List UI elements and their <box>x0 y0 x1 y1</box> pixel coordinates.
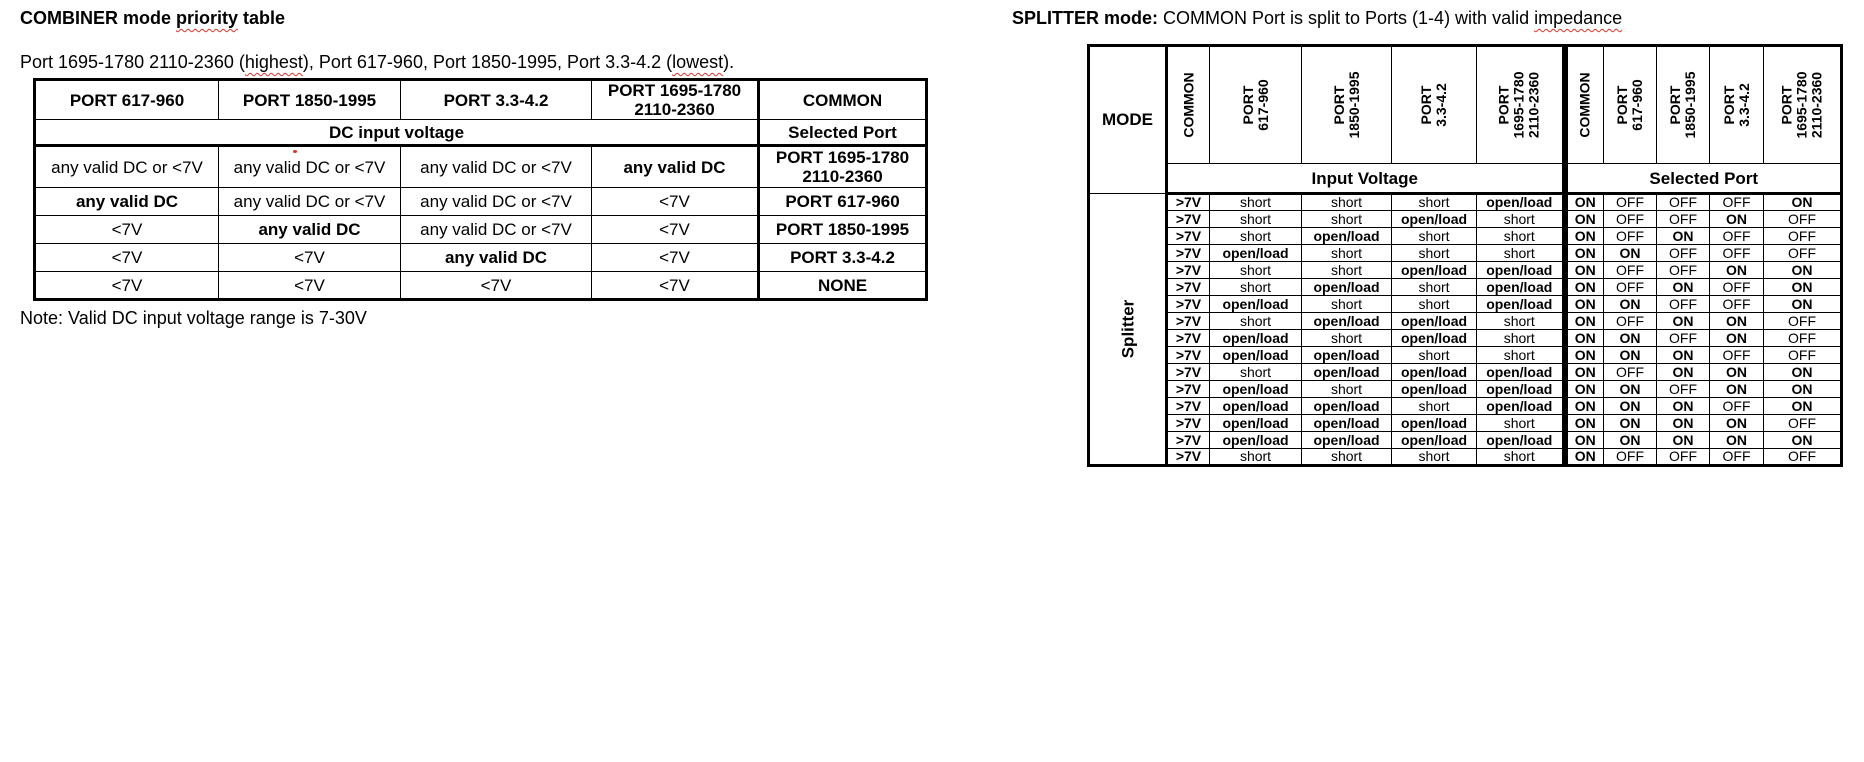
rotated-column-header <box>1565 46 1604 164</box>
text-segment: Port 1695-1780 2110-2360 ( <box>20 52 245 72</box>
input-voltage-cell: any valid DC <box>592 146 759 188</box>
selected-port-cell: ON <box>1657 228 1710 245</box>
input-voltage-cell: open/load <box>1302 279 1392 296</box>
input-voltage-cell: short <box>1210 262 1302 279</box>
selected-port-cell: ON <box>1565 262 1604 279</box>
input-voltage-cell: any valid DC <box>35 188 219 216</box>
header-line: PORT <box>1239 85 1256 125</box>
selected-port-cell: OFF <box>1604 449 1657 466</box>
input-voltage-cell: open/load <box>1477 364 1565 381</box>
selected-port-cell: NONE <box>759 272 927 300</box>
selected-port-cell: OFF <box>1604 211 1657 228</box>
header-line: 3.3-4.2 <box>1433 83 1449 127</box>
selected-port-cell: ON <box>1565 364 1604 381</box>
selected-port-cell: ON <box>1710 211 1764 228</box>
text-segment: ), Port 617-960, Port 1850-1995, Port 3.3-4.2 ( <box>302 52 673 72</box>
input-voltage-cell: open/load <box>1392 211 1477 228</box>
spellcheck-dot <box>293 150 297 153</box>
selected-port-cell: OFF <box>1657 245 1710 262</box>
selected-port-cell: ON <box>1710 364 1764 381</box>
table-row <box>35 188 927 216</box>
header-line: COMMON <box>1576 72 1593 138</box>
selected-port-cell: ON <box>1565 313 1604 330</box>
common-input-cell: >7V <box>1167 211 1210 228</box>
input-voltage-cell: open/load <box>1477 381 1565 398</box>
input-voltage-cell: short <box>1392 228 1477 245</box>
selected-port-cell: OFF <box>1710 279 1764 296</box>
table-row <box>1089 415 1842 432</box>
input-voltage-cell: short <box>1210 279 1302 296</box>
input-voltage-cell: open/load <box>1392 330 1477 347</box>
header-line: 3.3-4.2 <box>1735 83 1752 127</box>
rotated-column-header <box>1657 46 1710 164</box>
table-row <box>1089 398 1842 415</box>
selected-port-cell: OFF <box>1657 330 1710 347</box>
input-voltage-cell: short <box>1302 194 1392 211</box>
header-line: PORT <box>1495 85 1512 125</box>
column-header: PORT 1850-1995 <box>219 80 401 120</box>
input-voltage-cell: open/load <box>1210 245 1302 262</box>
combiner-note: Note: Valid DC input voltage range is 7-30V <box>20 308 367 328</box>
input-voltage-cell: open/load <box>1477 262 1565 279</box>
rotated-header-text <box>1780 72 1825 139</box>
header-line: 1850-1995 <box>1682 71 1698 139</box>
rotated-header-text <box>1332 72 1362 139</box>
selected-port-cell: OFF <box>1764 415 1842 432</box>
rotated-header-text <box>1668 72 1698 139</box>
rotated-column-header <box>1764 46 1842 164</box>
input-voltage-cell: short <box>1210 313 1302 330</box>
selected-port-cell: OFF <box>1764 347 1842 364</box>
table-row <box>1089 296 1842 313</box>
common-input-cell: >7V <box>1167 330 1210 347</box>
selected-port-cell: ON <box>1565 432 1604 449</box>
selected-port-cell: OFF <box>1604 313 1657 330</box>
common-input-cell: >7V <box>1167 245 1210 262</box>
header-line: 617-960 <box>1254 79 1271 131</box>
table-row <box>1089 279 1842 296</box>
column-header: PORT 1695-1780 2110-2360 <box>592 80 759 120</box>
selected-port-cell: ON <box>1764 262 1842 279</box>
input-voltage-cell: open/load <box>1210 330 1302 347</box>
selected-port-cell: ON <box>1710 313 1764 330</box>
input-voltage-cell: any valid DC or <7V <box>401 216 592 244</box>
selected-port-cell: ON <box>1657 432 1710 449</box>
header-line: 1695-1780 <box>1793 71 1810 139</box>
input-voltage-cell: <7V <box>35 272 219 300</box>
group-header-input: Input Voltage <box>1167 164 1565 194</box>
selected-port-cell: PORT 617-960 <box>759 188 927 216</box>
splitter-title <box>1012 8 1622 29</box>
input-voltage-cell: open/load <box>1477 194 1565 211</box>
input-voltage-cell: short <box>1392 449 1477 466</box>
input-voltage-cell: short <box>1302 296 1392 313</box>
rotated-column-header <box>1477 46 1565 164</box>
selected-port-cell: ON <box>1565 245 1604 262</box>
selected-port-cell: ON <box>1764 194 1842 211</box>
selected-port-cell: ON <box>1710 381 1764 398</box>
common-input-cell: >7V <box>1167 449 1210 466</box>
common-input-cell: >7V <box>1167 364 1210 381</box>
combiner-priority-subtitle <box>20 52 734 73</box>
splitter-table <box>1087 44 1843 467</box>
input-voltage-cell: open/load <box>1210 381 1302 398</box>
selected-port-cell: OFF <box>1604 194 1657 211</box>
input-voltage-cell: <7V <box>592 244 759 272</box>
selected-port-cell: OFF <box>1764 330 1842 347</box>
selected-port-cell: OFF <box>1657 381 1710 398</box>
selected-port-cell: PORT 1850-1995 <box>759 216 927 244</box>
header-row <box>1089 46 1842 164</box>
selected-port-cell: PORT 1695-1780 2110-2360 <box>759 146 927 188</box>
selected-port-cell: ON <box>1565 279 1604 296</box>
common-input-cell: >7V <box>1167 415 1210 432</box>
selected-port-cell: ON <box>1604 296 1657 313</box>
input-voltage-cell: short <box>1302 381 1392 398</box>
input-voltage-cell: any valid DC <box>219 216 401 244</box>
header-line: PORT <box>1418 85 1434 125</box>
input-voltage-cell: <7V <box>401 272 592 300</box>
selected-port-cell: ON <box>1764 398 1842 415</box>
group-header-row <box>1089 164 1842 194</box>
input-voltage-cell: any valid DC or <7V <box>219 188 401 216</box>
mode-column-header: MODE <box>1089 46 1167 194</box>
input-voltage-cell: short <box>1302 245 1392 262</box>
input-voltage-cell: short <box>1477 313 1565 330</box>
text-segment: COMBINER mode <box>20 8 177 28</box>
input-voltage-cell: short <box>1477 330 1565 347</box>
common-input-cell: >7V <box>1167 279 1210 296</box>
input-voltage-cell: open/load <box>1302 313 1392 330</box>
input-voltage-cell: short <box>1210 449 1302 466</box>
selected-port-cell: OFF <box>1710 228 1764 245</box>
rotated-header-text <box>1497 72 1542 139</box>
input-voltage-cell: <7V <box>35 244 219 272</box>
input-voltage-cell: short <box>1302 262 1392 279</box>
group-header-input: DC input voltage <box>35 120 759 146</box>
input-voltage-cell: short <box>1477 347 1565 364</box>
group-header-selected: Selected Port <box>759 120 927 146</box>
selected-port-cell: OFF <box>1710 347 1764 364</box>
header-line: PORT <box>1614 85 1630 125</box>
rotated-column-header <box>1167 46 1210 164</box>
input-voltage-cell: short <box>1477 228 1565 245</box>
selected-port-cell: OFF <box>1764 211 1842 228</box>
selected-port-cell: ON <box>1657 364 1710 381</box>
selected-port-cell: ON <box>1604 245 1657 262</box>
input-voltage-cell: open/load <box>1302 415 1392 432</box>
selected-port-cell: OFF <box>1657 211 1710 228</box>
text-segment: COMMON Port is split to Ports (1-4) with valid <box>1158 8 1535 28</box>
input-voltage-cell: short <box>1477 245 1565 262</box>
selected-port-cell: ON <box>1565 381 1604 398</box>
input-voltage-cell: open/load <box>1392 432 1477 449</box>
table-row <box>1089 211 1842 228</box>
input-voltage-cell: <7V <box>219 272 401 300</box>
header-row <box>35 80 927 120</box>
input-voltage-cell: open/load <box>1477 296 1565 313</box>
selected-port-cell: ON <box>1565 228 1604 245</box>
common-input-cell: >7V <box>1167 313 1210 330</box>
selected-port-cell: OFF <box>1657 194 1710 211</box>
selected-port-cell: ON <box>1710 330 1764 347</box>
selected-port-cell: ON <box>1604 415 1657 432</box>
input-voltage-cell: <7V <box>35 216 219 244</box>
rotated-header-text <box>1578 72 1593 137</box>
header-line: COMMON <box>1180 72 1196 138</box>
header-line: 1695-1780 <box>1510 71 1527 139</box>
selected-port-cell: ON <box>1764 432 1842 449</box>
selected-port-cell: ON <box>1657 415 1710 432</box>
table-row <box>1089 262 1842 279</box>
selected-port-cell: ON <box>1565 296 1604 313</box>
selected-port-cell: ON <box>1565 211 1604 228</box>
rotated-header-text <box>1419 83 1449 127</box>
selected-port-cell: ON <box>1764 364 1842 381</box>
input-voltage-cell: open/load <box>1392 313 1477 330</box>
input-voltage-cell: short <box>1477 449 1565 466</box>
input-voltage-cell: open/load <box>1302 398 1392 415</box>
table-row <box>1089 330 1842 347</box>
selected-port-cell: ON <box>1565 194 1604 211</box>
input-voltage-cell: short <box>1392 347 1477 364</box>
selected-port-cell: ON <box>1604 330 1657 347</box>
common-input-cell: >7V <box>1167 432 1210 449</box>
input-voltage-cell: open/load <box>1477 279 1565 296</box>
selected-port-cell: OFF <box>1764 449 1842 466</box>
text-segment: priority <box>176 8 239 28</box>
selected-port-cell: OFF <box>1604 228 1657 245</box>
input-voltage-cell: <7V <box>219 244 401 272</box>
table-row <box>1089 449 1842 466</box>
selected-port-cell: OFF <box>1764 228 1842 245</box>
input-voltage-cell: short <box>1477 415 1565 432</box>
header-line: PORT <box>1778 85 1795 125</box>
rotated-column-header <box>1302 46 1392 164</box>
table-row <box>1089 364 1842 381</box>
common-input-cell: >7V <box>1167 398 1210 415</box>
input-voltage-cell: any valid DC or <7V <box>401 146 592 188</box>
selected-port-cell: ON <box>1565 347 1604 364</box>
selected-port-cell: ON <box>1565 415 1604 432</box>
input-voltage-cell: any valid DC or <7V <box>35 146 219 188</box>
combiner-title <box>20 8 285 29</box>
rotated-column-header <box>1210 46 1302 164</box>
input-voltage-cell: short <box>1392 279 1477 296</box>
input-voltage-cell: short <box>1392 194 1477 211</box>
rotated-header-text <box>1181 72 1196 137</box>
table-row <box>35 244 927 272</box>
input-voltage-cell: <7V <box>592 272 759 300</box>
input-voltage-cell: short <box>1302 449 1392 466</box>
table-row <box>1089 347 1842 364</box>
input-voltage-cell: open/load <box>1210 398 1302 415</box>
header-line: 2110-2360 <box>1525 71 1542 139</box>
input-voltage-cell: short <box>1302 330 1392 347</box>
selected-port-cell: PORT 3.3-4.2 <box>759 244 927 272</box>
table-row <box>1089 245 1842 262</box>
common-input-cell: >7V <box>1167 381 1210 398</box>
selected-port-cell: ON <box>1710 262 1764 279</box>
input-voltage-cell: <7V <box>592 216 759 244</box>
selected-port-cell: ON <box>1710 432 1764 449</box>
selected-port-cell: ON <box>1657 347 1710 364</box>
rotated-column-header <box>1710 46 1764 164</box>
table-row <box>1089 313 1842 330</box>
input-voltage-cell: open/load <box>1477 398 1565 415</box>
common-input-cell: >7V <box>1167 296 1210 313</box>
input-voltage-cell: open/load <box>1392 262 1477 279</box>
header-line: PORT <box>1667 85 1683 125</box>
selected-port-cell: ON <box>1565 398 1604 415</box>
selected-port-cell: ON <box>1565 449 1604 466</box>
selected-port-cell: ON <box>1764 381 1842 398</box>
input-voltage-cell: open/load <box>1392 415 1477 432</box>
header-line: PORT <box>1720 85 1737 125</box>
input-voltage-cell: short <box>1210 364 1302 381</box>
table-row <box>35 272 927 300</box>
text-segment: SPLITTER mode: <box>1012 8 1159 28</box>
header-line: PORT <box>1330 85 1347 125</box>
selected-port-cell: OFF <box>1710 398 1764 415</box>
common-input-cell: >7V <box>1167 347 1210 364</box>
table-row <box>1089 432 1842 449</box>
input-voltage-cell: open/load <box>1210 432 1302 449</box>
input-voltage-cell: open/load <box>1302 228 1392 245</box>
column-header: PORT 3.3-4.2 <box>401 80 592 120</box>
selected-port-cell: ON <box>1604 398 1657 415</box>
text-segment: impedance <box>1534 8 1623 28</box>
rotated-header-text <box>1241 79 1271 130</box>
mode-value-text: Splitter <box>1118 299 1137 359</box>
selected-port-cell: ON <box>1604 347 1657 364</box>
selected-port-cell: OFF <box>1710 449 1764 466</box>
input-voltage-cell: short <box>1210 194 1302 211</box>
common-input-cell: >7V <box>1167 262 1210 279</box>
input-voltage-cell: open/load <box>1302 347 1392 364</box>
selected-port-cell: ON <box>1657 279 1710 296</box>
text-segment: table <box>238 8 286 28</box>
table-row <box>1089 381 1842 398</box>
table-row <box>1089 194 1842 211</box>
input-voltage-cell: short <box>1392 245 1477 262</box>
common-input-cell: >7V <box>1167 228 1210 245</box>
input-voltage-cell: open/load <box>1392 364 1477 381</box>
input-voltage-cell: short <box>1210 211 1302 228</box>
input-voltage-cell: any valid DC <box>401 244 592 272</box>
input-voltage-cell: <7V <box>592 188 759 216</box>
group-header-row <box>35 120 927 146</box>
rotated-header-text <box>1615 79 1645 130</box>
selected-port-cell: OFF <box>1604 279 1657 296</box>
header-line: 2110-2360 <box>1808 71 1825 139</box>
selected-port-cell: ON <box>1764 279 1842 296</box>
input-voltage-cell: open/load <box>1302 432 1392 449</box>
text-segment: ). <box>723 52 735 72</box>
column-header: COMMON <box>759 80 927 120</box>
input-voltage-cell: short <box>1477 211 1565 228</box>
group-header-selected: Selected Port <box>1565 164 1842 194</box>
selected-port-cell: OFF <box>1657 296 1710 313</box>
header-line: 1850-1995 <box>1345 71 1362 139</box>
text-segment: highest <box>244 52 303 72</box>
selected-port-cell: OFF <box>1710 245 1764 262</box>
selected-port-cell: ON <box>1565 330 1604 347</box>
input-voltage-cell: open/load <box>1302 364 1392 381</box>
selected-port-cell: ON <box>1657 398 1710 415</box>
selected-port-cell: OFF <box>1764 313 1842 330</box>
column-header: PORT 617-960 <box>35 80 219 120</box>
rotated-column-header <box>1604 46 1657 164</box>
common-input-cell: >7V <box>1167 194 1210 211</box>
selected-port-cell: OFF <box>1604 262 1657 279</box>
table-row <box>1089 228 1842 245</box>
selected-port-cell: ON <box>1604 432 1657 449</box>
selected-port-cell: ON <box>1604 381 1657 398</box>
input-voltage-cell: open/load <box>1210 415 1302 432</box>
input-voltage-cell: open/load <box>1210 296 1302 313</box>
input-voltage-cell: short <box>1392 398 1477 415</box>
selected-port-cell: OFF <box>1710 194 1764 211</box>
text-segment: lowest <box>672 52 724 72</box>
selected-port-cell: OFF <box>1710 296 1764 313</box>
selected-port-cell: OFF <box>1657 449 1710 466</box>
table-row <box>35 216 927 244</box>
selected-port-cell: ON <box>1710 415 1764 432</box>
table-row <box>35 146 927 188</box>
selected-port-cell: OFF <box>1604 364 1657 381</box>
selected-port-cell: OFF <box>1764 245 1842 262</box>
header-line: 617-960 <box>1629 79 1645 131</box>
input-voltage-cell: any valid DC or <7V <box>219 146 401 188</box>
input-voltage-cell: short <box>1302 211 1392 228</box>
selected-port-cell: OFF <box>1657 262 1710 279</box>
input-voltage-cell: short <box>1210 228 1302 245</box>
input-voltage-cell: any valid DC or <7V <box>401 188 592 216</box>
input-voltage-cell: short <box>1392 296 1477 313</box>
input-voltage-cell: open/load <box>1392 381 1477 398</box>
input-voltage-cell: open/load <box>1477 432 1565 449</box>
selected-port-cell: ON <box>1657 313 1710 330</box>
combiner-table <box>33 78 928 301</box>
rotated-header-text <box>1722 83 1752 127</box>
selected-port-cell: ON <box>1764 296 1842 313</box>
input-voltage-cell: open/load <box>1210 347 1302 364</box>
mode-value-cell <box>1089 194 1167 466</box>
rotated-column-header <box>1392 46 1477 164</box>
